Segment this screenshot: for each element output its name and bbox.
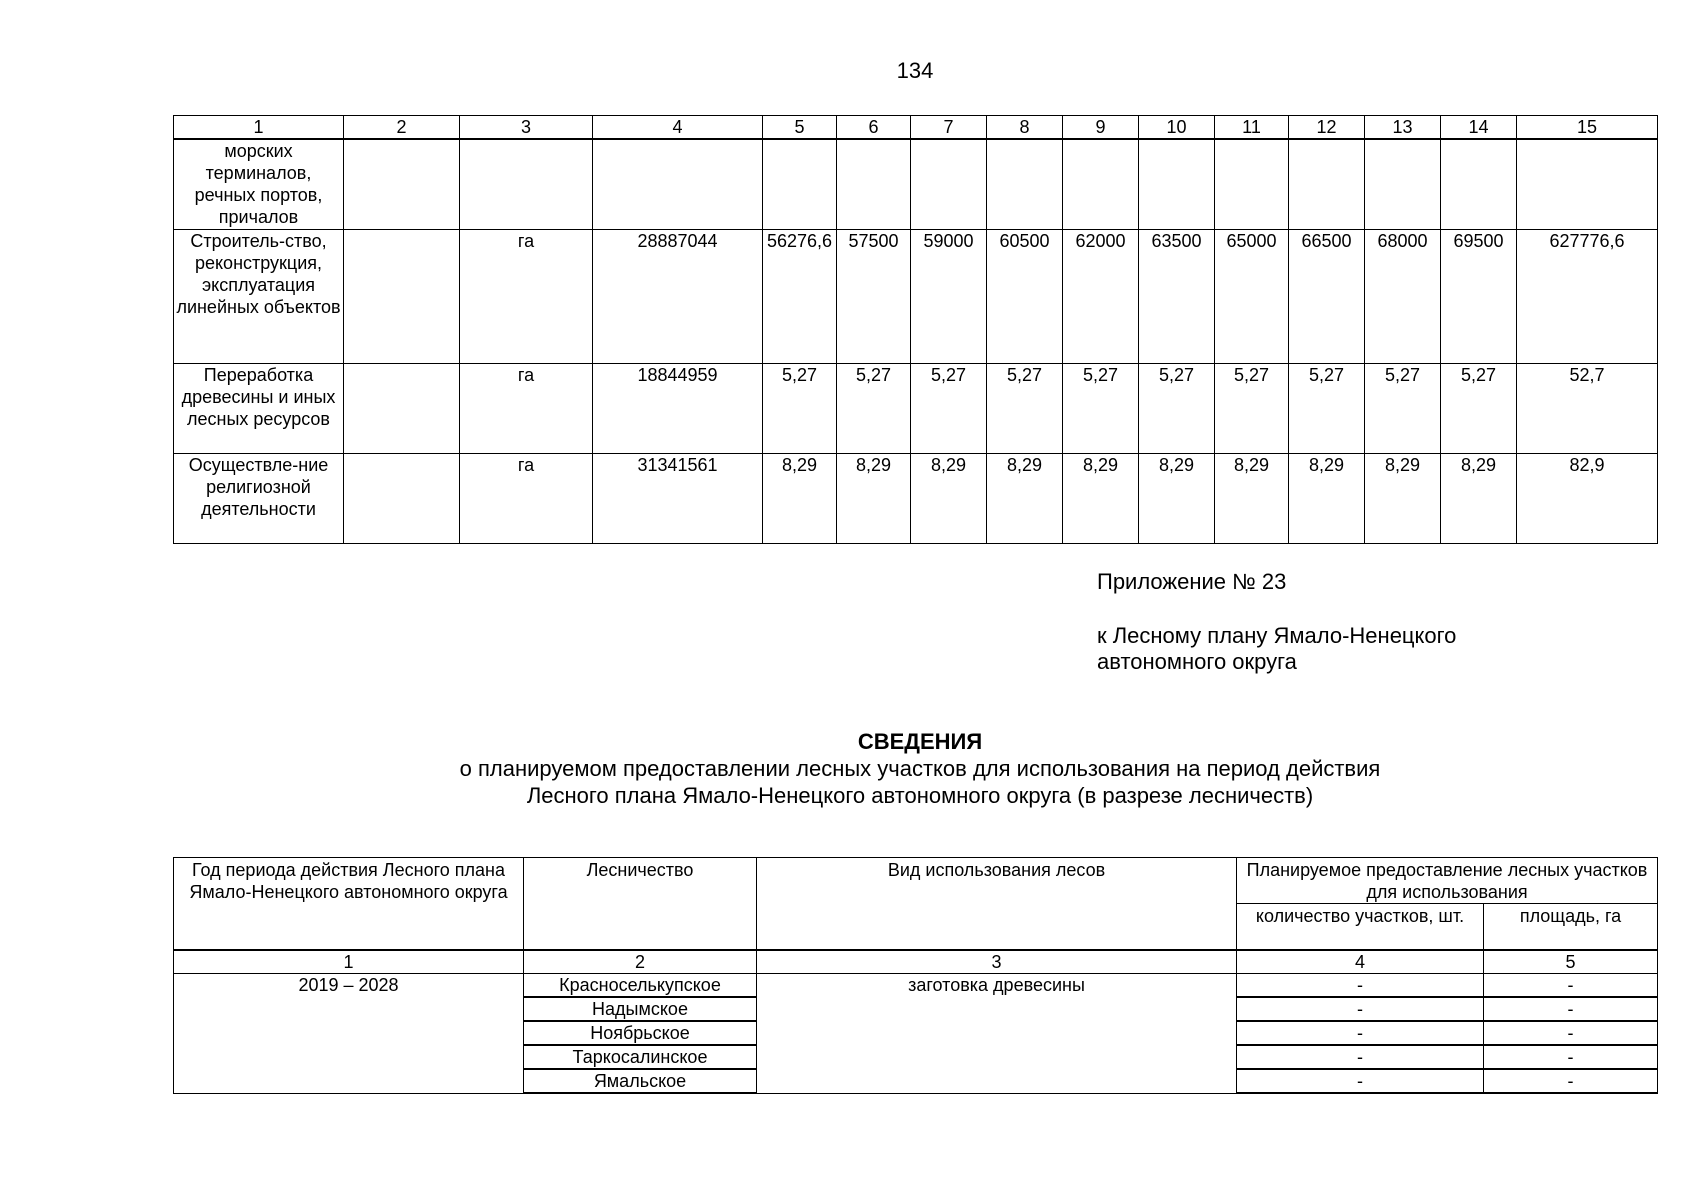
area-cell: -	[1484, 1045, 1658, 1069]
row-label: Осуществле-ние религиозной деятельности	[174, 453, 344, 543]
year-value-cell: 5,27	[1063, 363, 1139, 453]
forestry-cell: Надымское	[524, 997, 757, 1021]
col-number: 9	[1063, 116, 1139, 140]
table2-number-row	[174, 950, 1658, 974]
year-value-cell: 8,29	[763, 453, 837, 543]
year-value-cell: 8,29	[1063, 453, 1139, 543]
appendix-number: Приложение № 23	[1097, 569, 1287, 594]
count-cell: -	[1237, 1021, 1484, 1045]
year-value-cell: 8,29	[1289, 453, 1365, 543]
heading-title: СВЕДЕНИЯ	[857, 729, 983, 754]
page-number: 134	[896, 58, 934, 83]
table-cell	[460, 139, 593, 229]
table-cell	[763, 139, 837, 229]
col-number: 4	[1237, 950, 1484, 974]
appendix-reference: к Лесному плану Ямало-Ненецкого автономного округа	[1097, 623, 1457, 674]
year-value-cell: 69500	[1441, 229, 1517, 363]
count-cell: -	[1237, 1069, 1484, 1093]
row-label: Строитель-ство, реконструкция, эксплуатация линейных объектов	[174, 229, 344, 363]
table1-header-row	[174, 116, 1658, 140]
year-value-cell: 60500	[987, 229, 1063, 363]
table-cell	[593, 139, 763, 229]
year-value-cell: 62000	[1063, 229, 1139, 363]
col-number: 4	[593, 116, 763, 140]
col-number: 2	[524, 950, 757, 974]
year-value-cell: 8,29	[911, 453, 987, 543]
table-cell	[1215, 139, 1289, 229]
col-number: 5	[1484, 950, 1658, 974]
year-value-cell: 5,27	[911, 363, 987, 453]
table-cell	[837, 139, 911, 229]
year-value-cell: 5,27	[1289, 363, 1365, 453]
table-cell	[344, 229, 460, 363]
year-value-cell: 8,29	[1441, 453, 1517, 543]
total-area-cell: 28887044	[593, 229, 763, 363]
col-number: 5	[763, 116, 837, 140]
forestry-cell: Красноселькупское	[524, 974, 757, 998]
forestry-cell: Ямальское	[524, 1069, 757, 1093]
unit-cell: га	[460, 453, 593, 543]
table-cell	[987, 139, 1063, 229]
heading-line: Лесного плана Ямало-Ненецкого автономного округа (в разрезе лесничеств)	[526, 783, 1314, 808]
year-value-cell: 5,27	[1365, 363, 1441, 453]
header-count: количество участков, шт.	[1237, 904, 1484, 951]
total-cell: 52,7	[1517, 363, 1658, 453]
table-cell	[911, 139, 987, 229]
col-number: 10	[1139, 116, 1215, 140]
col-number: 15	[1517, 116, 1658, 140]
total-area-cell: 31341561	[593, 453, 763, 543]
col-number: 8	[987, 116, 1063, 140]
col-number: 3	[460, 116, 593, 140]
col-number: 1	[174, 950, 524, 974]
table2-header-row	[174, 858, 1658, 904]
table-cell	[1289, 139, 1365, 229]
year-value-cell: 5,27	[763, 363, 837, 453]
total-area-cell: 18844959	[593, 363, 763, 453]
unit-cell: га	[460, 229, 593, 363]
col-number: 12	[1289, 116, 1365, 140]
col-number: 6	[837, 116, 911, 140]
area-cell: -	[1484, 1069, 1658, 1093]
area-cell: -	[1484, 1021, 1658, 1045]
table-row	[174, 139, 1658, 229]
col-number: 3	[757, 950, 1237, 974]
period-cell: 2019 – 2028	[174, 974, 524, 1094]
year-value-cell: 8,29	[987, 453, 1063, 543]
year-value-cell: 5,27	[987, 363, 1063, 453]
table-cell	[1365, 139, 1441, 229]
year-value-cell: 5,27	[1139, 363, 1215, 453]
total-cell: 82,9	[1517, 453, 1658, 543]
table-cell	[1063, 139, 1139, 229]
year-value-cell: 59000	[911, 229, 987, 363]
year-value-cell: 8,29	[837, 453, 911, 543]
year-value-cell: 56276,6	[763, 229, 837, 363]
total-cell: 627776,6	[1517, 229, 1658, 363]
year-value-cell: 8,29	[1139, 453, 1215, 543]
table-row	[174, 229, 1658, 363]
header-planned: Планируемое предоставление лесных участков для использования	[1237, 858, 1658, 904]
table-cell	[1517, 139, 1658, 229]
forest-plots-table	[173, 857, 1658, 1094]
document-heading	[300, 728, 1540, 809]
table-cell	[1139, 139, 1215, 229]
area-cell: -	[1484, 974, 1658, 998]
heading-line: о планируемом предоставлении лесных участков для использования на период действия	[459, 756, 1381, 781]
year-value-cell: 8,29	[1215, 453, 1289, 543]
col-number: 7	[911, 116, 987, 140]
col-number: 11	[1215, 116, 1289, 140]
header-forestry: Лесничество	[524, 858, 757, 951]
year-value-cell: 68000	[1365, 229, 1441, 363]
header-use-type: Вид использования лесов	[757, 858, 1237, 951]
year-value-cell: 63500	[1139, 229, 1215, 363]
year-value-cell: 8,29	[1365, 453, 1441, 543]
table-cell	[344, 363, 460, 453]
col-number: 14	[1441, 116, 1517, 140]
row-label: Переработка древесины и иных лесных ресурсов	[174, 363, 344, 453]
forestry-cell: Таркосалинское	[524, 1045, 757, 1069]
forestry-cell: Ноябрьское	[524, 1021, 757, 1045]
table-cell	[344, 453, 460, 543]
year-value-cell: 65000	[1215, 229, 1289, 363]
year-value-cell: 5,27	[1441, 363, 1517, 453]
count-cell: -	[1237, 974, 1484, 998]
table-cell	[1441, 139, 1517, 229]
unit-cell: га	[460, 363, 593, 453]
col-number: 2	[344, 116, 460, 140]
year-value-cell: 66500	[1289, 229, 1365, 363]
table-row	[174, 974, 1658, 998]
count-cell: -	[1237, 1045, 1484, 1069]
table-row	[174, 363, 1658, 453]
year-value-cell: 57500	[837, 229, 911, 363]
year-value-cell: 5,27	[1215, 363, 1289, 453]
row-label: морских терминалов, речных портов, причалов	[174, 139, 344, 229]
col-number: 13	[1365, 116, 1441, 140]
table-cell	[344, 139, 460, 229]
header-area: площадь, га	[1484, 904, 1658, 951]
header-year: Год периода действия Лесного плана Ямало-Ненецкого автономного округа	[174, 858, 524, 951]
use-cell: заготовка древесины	[757, 974, 1237, 1094]
col-number: 1	[174, 116, 344, 140]
land-use-table	[173, 115, 1658, 544]
area-cell: -	[1484, 997, 1658, 1021]
count-cell: -	[1237, 997, 1484, 1021]
table-row	[174, 453, 1658, 543]
year-value-cell: 5,27	[837, 363, 911, 453]
